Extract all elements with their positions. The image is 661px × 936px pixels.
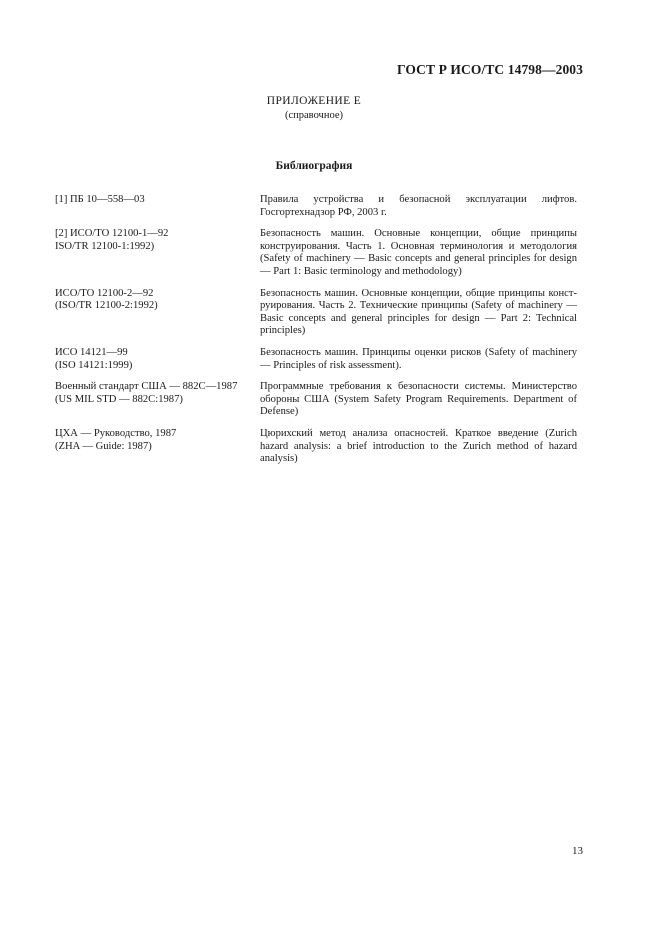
bibliography-entry [55, 288, 577, 338]
entry-description: Безопасность машин. Основные концепции, общие принципы конст- руирования. Часть 2. Технические принципы (Safety of machinery — Basic concepts and general principles for design — Part 2: Technical principles) [260, 287, 577, 337]
page-number: 13 [572, 845, 583, 857]
bibliography-entry [55, 381, 577, 419]
entry-reference: Военный стандарт США — 882С—1987 (US MIL STD — 882C:1987) [55, 381, 238, 405]
bibliography-entry [55, 228, 577, 278]
entry-description: Безопасность машин. Принципы оценки рисков (Safety of machinery — Principles of risk assessment). [260, 346, 577, 371]
appendix-title: ПРИЛОЖЕНИЕ Е [266, 95, 362, 107]
bibliography-list [55, 194, 577, 475]
entry-description: Цюрихский метод анализа опасностей. Краткое введение (Zurich hazard analysis: a brief introduction to the Zurich method of hazard analysis) [260, 427, 577, 465]
standard-designation: ГОСТ Р ИСО/ТС 14798—2003 [397, 62, 583, 77]
entry-description: Правила устройства и безопасной эксплуатации лифтов. Госгортехнадзор РФ, 2003 г. [260, 194, 577, 218]
bibliography-title: Библиография [275, 160, 353, 172]
entry-description: Программные требования к безопасности системы. Министерство обороны США (System Safety Program Requirements. Department of Defense) [260, 381, 577, 418]
appendix-subtitle: (справочное) [285, 110, 343, 121]
entry-reference: [2] ИСО/ТО 12100-1—92 ISO/TR 12100-1:1992) [55, 228, 169, 252]
entry-description: Безопасность машин. Основные концепции, общие принципы конструирования. Часть 1. Основная терминология и методология (Safety of machinery — Basic concepts and general principles for design — Part 1: Basic terminology and methodology) [260, 228, 577, 277]
entry-reference: ИСО/ТО 12100-2—92 (ISO/TR 12100-2:1992) [55, 287, 158, 312]
bibliography-entry [55, 194, 577, 219]
bibliography-entry [55, 347, 577, 372]
entry-reference: ИСО 14121—99 (ISO 14121:1999) [55, 346, 133, 371]
bibliography-entry [55, 428, 577, 466]
entry-reference: [1] ПБ 10—558—03 [55, 194, 145, 205]
entry-reference: ЦХА — Руководство, 1987 (ZHA — Guide: 1987) [55, 427, 177, 452]
